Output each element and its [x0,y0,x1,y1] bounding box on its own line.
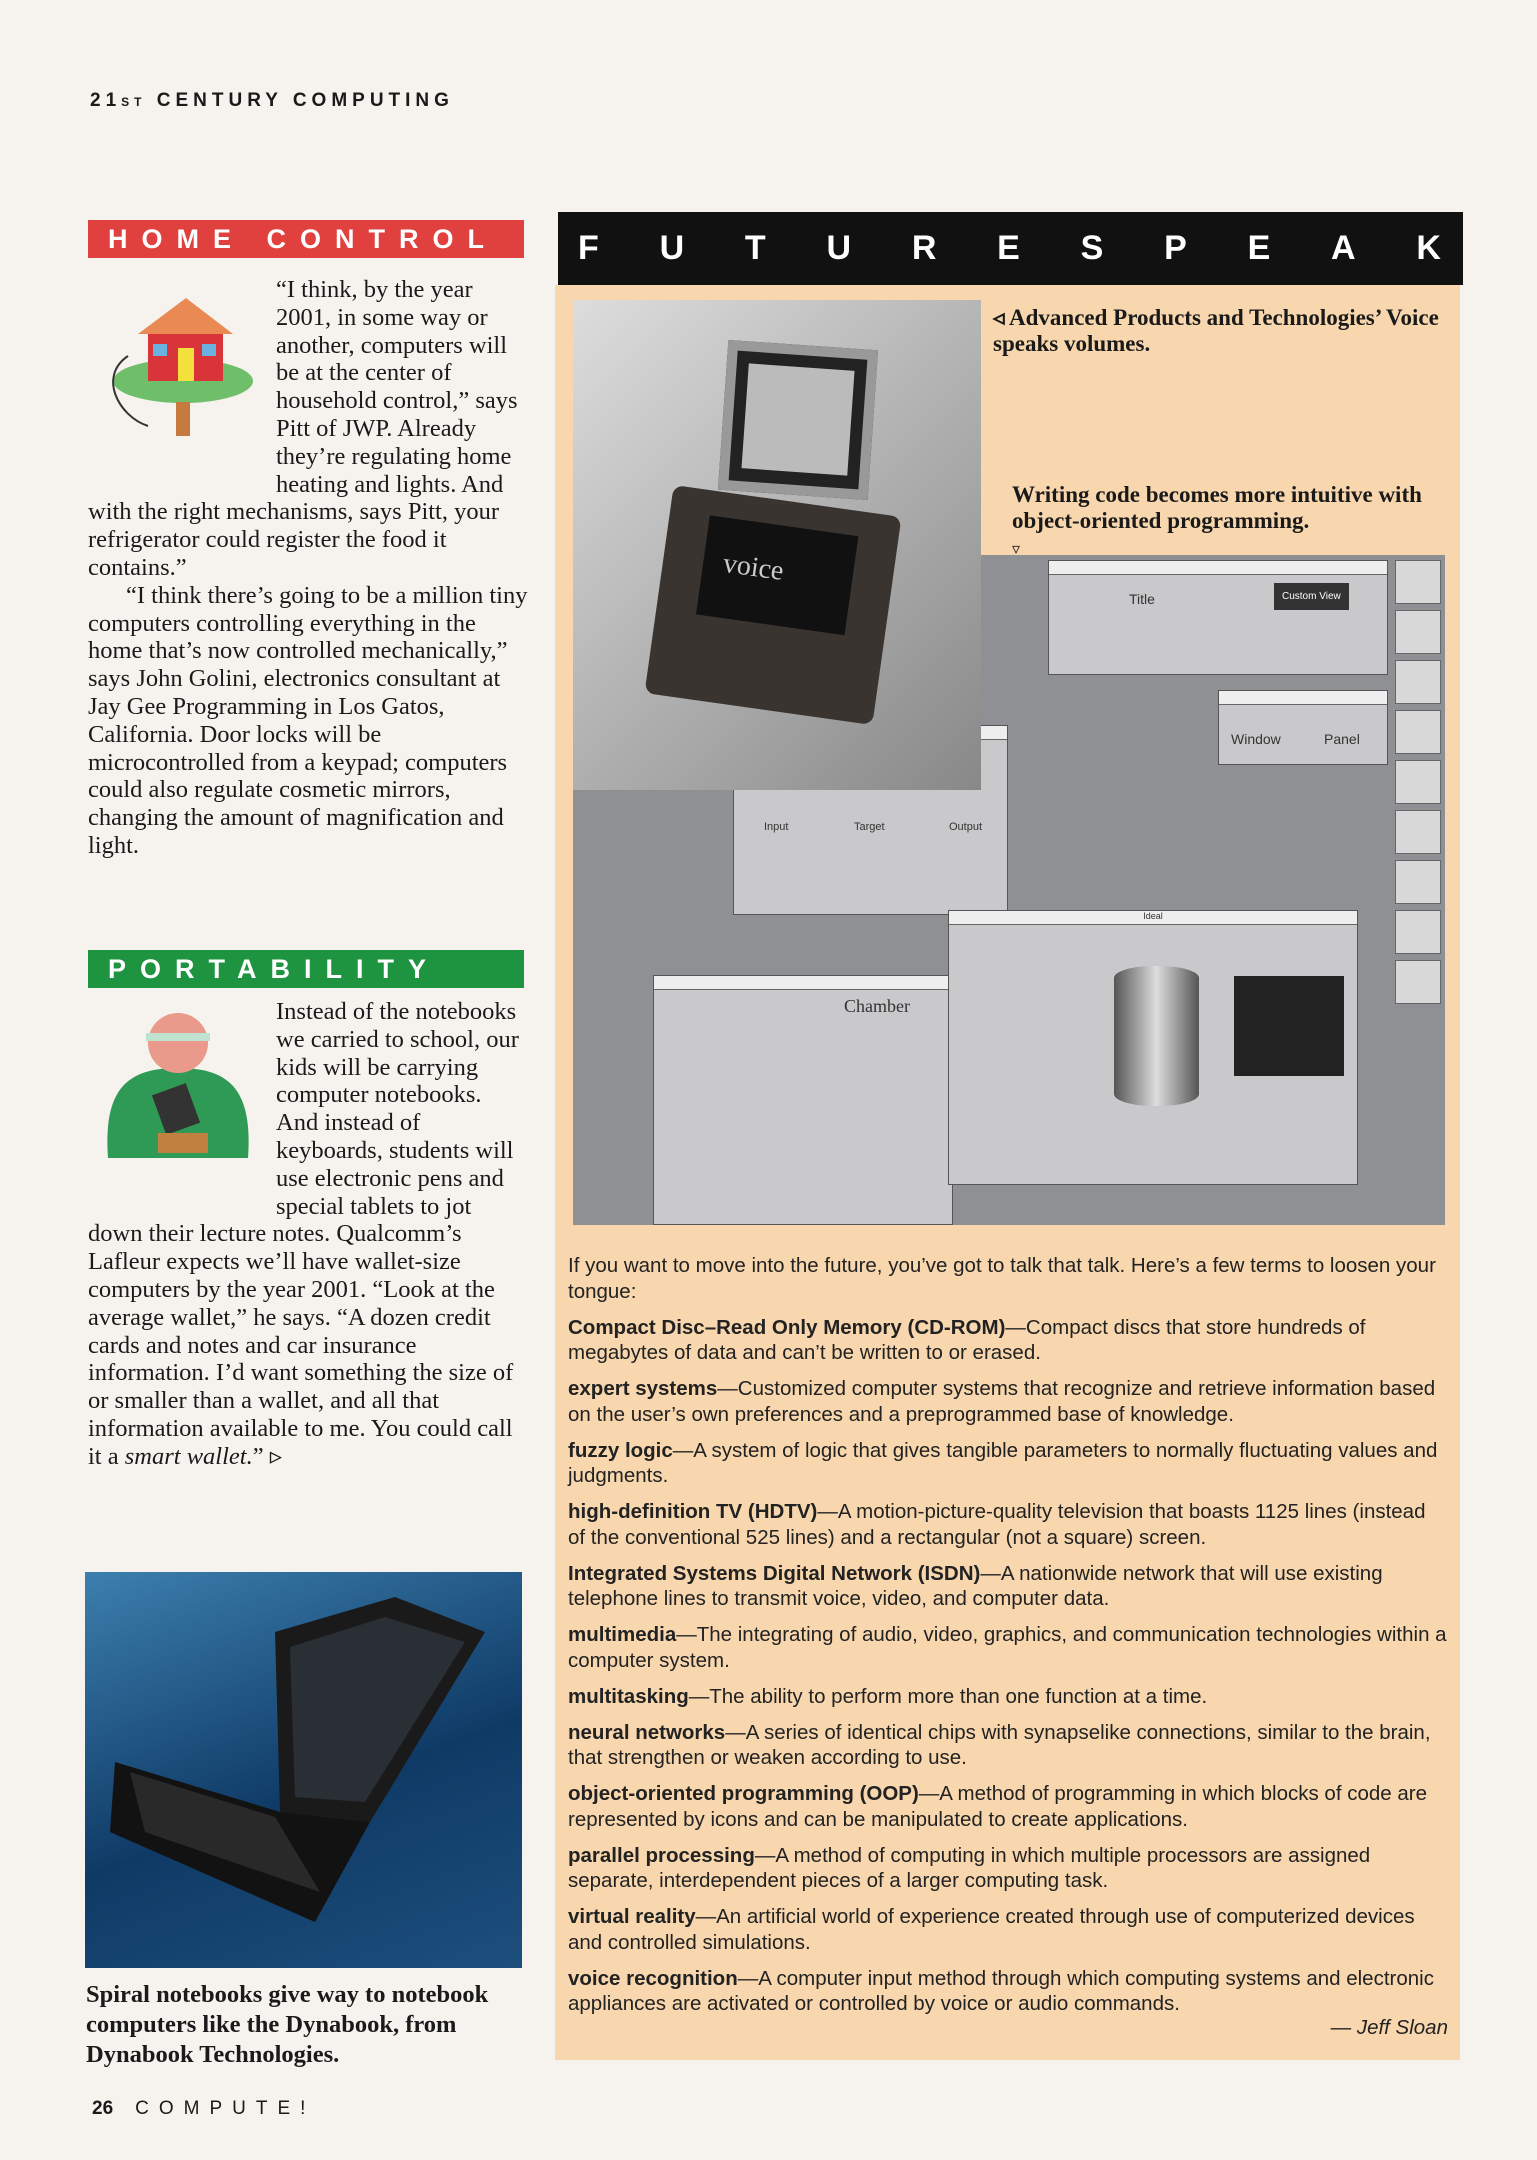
glossary-term: object-oriented programming (OOP) [568,1782,919,1805]
glossary-entry [568,1966,1448,2017]
tool-icon[interactable] [1395,910,1441,954]
heading-letter: R [911,229,937,267]
byline: — Jeff Sloan [1330,2016,1448,2039]
glossary-term: multimedia [568,1623,677,1646]
class-editor-window [653,975,953,1225]
glossary-definition: —Compact discs that store hundreds of megabytes of data and can’t be written to or erased. [568,1315,1366,1364]
gui-label: Title [1129,591,1155,607]
glossary-term: parallel processing [568,1843,755,1867]
running-head-number: 21 [90,90,122,111]
glossary-definition: —The integrating of audio, video, graphics, and communication technologies within a computer system. [568,1623,1447,1672]
home-control-article [88,276,528,860]
glossary-definition: —Customized computer systems that recognize and retrieve information based on the user’s own preferences and a preprogrammed base of knowledge. [568,1377,1436,1426]
paragraph: “I think, by the year 2001, in some way or another, computers will be at the center of household control,” says Pitt of JWP. Already they’re regulating home heating and lights. And with the right mechanisms, says Pitt, your refrigerator could register the food it contains.” [88,276,518,581]
tool-icon[interactable] [1395,960,1441,1004]
magazine-name: COMPUTE! [135,2098,316,2119]
tool-icon[interactable] [1395,810,1441,854]
glossary-term: virtual reality [568,1905,696,1928]
paragraph: “I think there’s going to be a million tiny computers controlling everything in the home that’s now controlled mechanically,” says John Golini, electronics consultant at Jay Gee Programming in Los Gatos, California. Door locks will be microcontrolled from a keypad; computers could also regulate cosmetic mirrors, changing the amount of magnification and light. [88,581,528,859]
running-head [90,90,454,112]
home-control-heading: HOME CONTROL [88,220,524,258]
page-number: 26 [92,2098,114,2119]
heading-letter: U [826,229,852,267]
glossary-definition: —A computer input method through which computing systems and electronic appliances are activated or controlled by voice or audio commands. [568,1966,1434,2015]
glossary-term: high-definition TV (HDTV) [568,1500,818,1523]
heading-letter: E [997,229,1020,267]
glossary-entry [568,1438,1448,1489]
glossary-term: multitasking [568,1684,689,1708]
glossary-definition: —A method of programming in which blocks of code are represented by icons and can be manipulated to create applications. [568,1782,1427,1831]
tool-icon[interactable] [1395,660,1441,704]
glossary-term: Compact Disc–Read Only Memory (CD-ROM) [568,1315,1006,1339]
glossary-definition: —A method of computing in which multiple processors are assigned separate, interdependent pieces of a larger computing task. [568,1843,1371,1892]
end-mark: ” ▹ [252,1442,283,1470]
glossary-entry [568,1843,1448,1894]
glossary-definition: —A motion-picture-quality television that boasts 1125 lines (instead of the conventional 525 lines) and a rectangular (not a square) screen. [568,1500,1426,1549]
grab-view-window [1048,560,1388,675]
device-logo: voice [696,515,858,635]
heading-letter: T [744,229,766,267]
glossary-entry [568,1499,1448,1550]
glossary-entry [568,1720,1448,1771]
futurespeak-heading [558,212,1463,285]
device-body [645,485,902,725]
glossary-entry [568,1561,1448,1612]
gui-label: Input [764,821,789,833]
heading-letter: F [578,229,599,267]
glossary [568,1253,1448,2041]
gui-label: Window [1231,731,1281,747]
tool-icon[interactable] [1395,560,1441,604]
paragraph: Instead of the notebooks we carried to school, our kids will be carrying computer notebooks. And instead of keyboards, students will use electronic pens and special tablets to jot down their lecture notes. Qualcomm’s Lafleur expects we’ll have wallet-size computers by the year 2001. “Look at the average wallet,” he says. “A dozen credit cards and notes and car insurance information. I’d want something the size of or smaller than a wallet, and all that information available to me. You could call it a [88,998,519,1470]
device-screen [718,340,878,500]
glossary-entry [568,1904,1448,1955]
oop-caption-text: Writing code becomes more intuitive with object-oriented programming. [1012,482,1422,533]
glossary-entry [568,1622,1448,1673]
glossary-entry [568,1315,1448,1366]
gui-label: Target [854,821,885,833]
page-footer [92,2098,315,2120]
ideal-window [948,910,1358,1185]
laptop-photo-caption: Spiral notebooks give way to notebook computers like the Dynabook, from Dynabook Technologies. [86,1981,489,2068]
dynabook-laptop-photo [85,1572,522,1968]
oop-caption [1012,482,1442,563]
heading-letter: A [1331,229,1356,267]
glossary-term: voice recognition [568,1966,738,1990]
glossary-definition: —An artificial world of experience created through use of computerized devices and controlled simulations. [568,1905,1415,1954]
heading-letter: K [1416,229,1441,267]
heading-letter: S [1080,229,1104,267]
gui-label: Output [949,821,983,833]
voice-caption: ◃ Advanced Products and Technologies’ Voice speaks volumes. [993,305,1439,356]
glossary-entry [568,1376,1448,1427]
glossary-entry [568,1684,1448,1710]
paragraph-italic: smart wallet. [124,1442,253,1470]
heading-letter: E [1247,229,1271,267]
house-illustration [88,276,268,476]
running-head-suffix: ST [121,95,147,109]
cylinder-graphic [1114,966,1199,1106]
tool-icon[interactable] [1395,610,1441,654]
glossary-term: neural networks [568,1720,726,1744]
glossary-terms [568,1315,1448,2017]
tool-icon[interactable] [1395,710,1441,754]
arrow-down-icon: ▿ [1012,541,1021,558]
glossary-term: fuzzy logic [568,1438,673,1462]
glossary-definition: —A series of identical chips with synapselike connections, similar to the brain, that strengthen or weaken according to use. [568,1720,1431,1769]
gui-label: Panel [1324,731,1360,747]
gui-label: Chamber [844,996,910,1016]
glossary-term: Integrated Systems Digital Network (ISDN) [568,1561,981,1585]
tool-icon[interactable] [1395,860,1441,904]
gui-label: Custom View [1274,583,1349,610]
heading-letter: U [659,229,685,267]
glossary-entry [568,1781,1448,1832]
gui-label: Ideal [949,911,1357,925]
portability-article [88,998,528,1471]
waveform-graphic [1234,976,1344,1076]
glossary-definition: —A system of logic that gives tangible parameters to normally fluctuating values and judgments. [568,1438,1438,1487]
student-illustration [88,998,268,1198]
running-head-text: CENTURY COMPUTING [146,90,454,111]
glossary-term: expert systems [568,1377,718,1400]
portability-heading: PORTABILITY [88,950,524,988]
voice-device-photo [573,300,981,790]
glossary-definition: —A nationwide network that will use existing telephone lines to transmit voice, video, and computer data. [568,1561,1383,1610]
glossary-intro: If you want to move into the future, you’ve got to talk that talk. Here’s a few terms to loosen your tongue: [568,1254,1436,1303]
heading-letter: P [1164,229,1187,267]
glossary-definition: —The ability to perform more than one function at a time. [688,1684,1208,1708]
tool-palette [1395,560,1441,1010]
grab-window [1218,690,1388,765]
tool-icon[interactable] [1395,760,1441,804]
